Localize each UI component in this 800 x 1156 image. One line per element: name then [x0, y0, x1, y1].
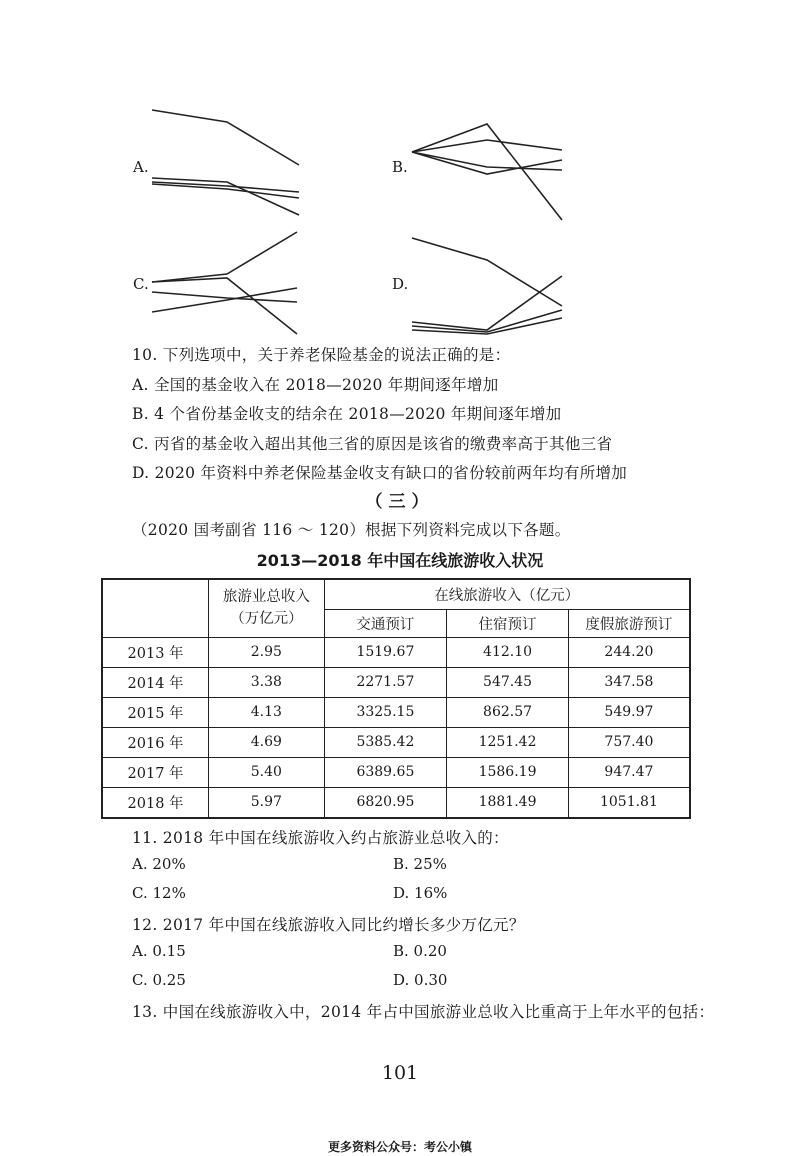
cell-lodging: 1586.19 [447, 757, 569, 787]
figure-line-2 [152, 278, 297, 334]
material-intro: （2020 国考副省 116 ～ 120）根据下列资料完成以下各题。 [132, 521, 571, 539]
figure-line-1 [152, 232, 297, 282]
option-d-label: D. [392, 275, 409, 293]
figure-line-1 [412, 238, 562, 306]
q12-option-d: D. 0.30 [393, 971, 448, 989]
cell-vacation: 244.20 [568, 637, 690, 667]
tourism-income-table [101, 578, 691, 819]
table-corner-cell [102, 579, 209, 637]
cell-transport: 6820.95 [324, 787, 447, 818]
option-b-label: B. [392, 158, 408, 176]
table-title: 2013—2018 年中国在线旅游收入状况 [256, 551, 544, 570]
cell-vacation: 947.47 [568, 757, 690, 787]
cell-total: 4.69 [209, 727, 325, 757]
header-transport: 交通预订 [324, 609, 447, 637]
q10-stem: 10. 下列选项中，关于养老保险基金的说法正确的是： [132, 346, 511, 364]
q10-option-c: C. 丙省的基金收入超出其他三省的原因是该省的缴费率高于其他三省 [132, 435, 613, 453]
q11-option-d: D. 16% [393, 884, 448, 902]
cell-year: 2015 年 [102, 697, 209, 727]
cell-vacation: 1051.81 [568, 787, 690, 818]
cell-vacation: 347.58 [568, 667, 690, 697]
cell-lodging: 412.10 [447, 637, 569, 667]
table-row [102, 697, 690, 727]
q11-stem: 11. 2018 年中国在线旅游收入约占旅游业总收入的： [132, 829, 509, 847]
option-c-label: C. [133, 275, 149, 293]
q11-option-c: C. 12% [132, 884, 186, 902]
cell-transport: 2271.57 [324, 667, 447, 697]
cell-total: 4.13 [209, 697, 325, 727]
option-b-figure [412, 112, 564, 224]
figure-line-2 [412, 276, 562, 330]
cell-lodging: 547.45 [447, 667, 569, 697]
q13-stem: 13. 中国在线旅游收入中，2014 年占中国旅游业总收入比重高于上年水平的包括： [132, 1003, 715, 1021]
cell-lodging: 1881.49 [447, 787, 569, 818]
q11-option-a: A. 20% [132, 855, 186, 873]
cell-total: 2.95 [209, 637, 325, 667]
q12-option-a: A. 0.15 [132, 942, 186, 960]
option-a-figure [152, 110, 302, 222]
header-vacation: 度假旅游预订 [568, 609, 690, 637]
cell-total: 5.40 [209, 757, 325, 787]
cell-vacation: 757.40 [568, 727, 690, 757]
cell-year: 2014 年 [102, 667, 209, 697]
cell-year: 2013 年 [102, 637, 209, 667]
q10-option-b: B. 4 个省份基金收支的结余在 2018—2020 年期间逐年增加 [132, 405, 562, 423]
header-lodging: 住宿预订 [447, 609, 569, 637]
header-total-unit: （万亿元） [230, 611, 303, 628]
table-row [102, 637, 690, 667]
cell-year: 2017 年 [102, 757, 209, 787]
cell-lodging: 862.57 [447, 697, 569, 727]
header-online: 在线旅游收入（亿元） [324, 579, 690, 609]
option-c-figure [152, 232, 302, 336]
cell-year: 2018 年 [102, 787, 209, 818]
cell-total: 5.97 [209, 787, 325, 818]
q12-option-b: B. 0.20 [393, 942, 447, 960]
cell-transport: 1519.67 [324, 637, 447, 667]
figure-line-1 [152, 110, 299, 165]
figure-line-2 [412, 140, 562, 152]
figure-line-4 [412, 152, 562, 170]
cell-transport: 3325.15 [324, 697, 447, 727]
figure-line-3 [152, 182, 299, 192]
table-row [102, 727, 690, 757]
header-total-label: 旅游业总收入 [222, 589, 310, 606]
figure-line-1 [412, 124, 562, 220]
header-total [209, 579, 325, 637]
cell-transport: 6389.65 [324, 757, 447, 787]
cell-vacation: 549.97 [568, 697, 690, 727]
figure-line-3 [412, 310, 562, 332]
q12-option-c: C. 0.25 [132, 971, 186, 989]
q11-option-b: B. 25% [393, 855, 447, 873]
table-row [102, 757, 690, 787]
page-number: 101 [381, 1062, 419, 1084]
q10-option-a: A. 全国的基金收入在 2018—2020 年期间逐年增加 [132, 376, 499, 394]
cell-lodging: 1251.42 [447, 727, 569, 757]
section-title: （三） [365, 492, 435, 512]
figure-line-3 [412, 152, 562, 174]
q10-option-d: D. 2020 年资料中养老保险基金收支有缺口的省份较前两年均有所增加 [132, 464, 628, 482]
table-row [102, 787, 690, 818]
cell-year: 2016 年 [102, 727, 209, 757]
table-row [102, 667, 690, 697]
cell-total: 3.38 [209, 667, 325, 697]
option-d-figure [412, 238, 564, 336]
option-a-label: A. [133, 158, 149, 176]
footer-note: 更多资料公众号：考公小镇 [327, 1140, 472, 1154]
cell-transport: 5385.42 [324, 727, 447, 757]
q12-stem: 12. 2017 年中国在线旅游收入同比约增长多少万亿元？ [132, 916, 525, 934]
